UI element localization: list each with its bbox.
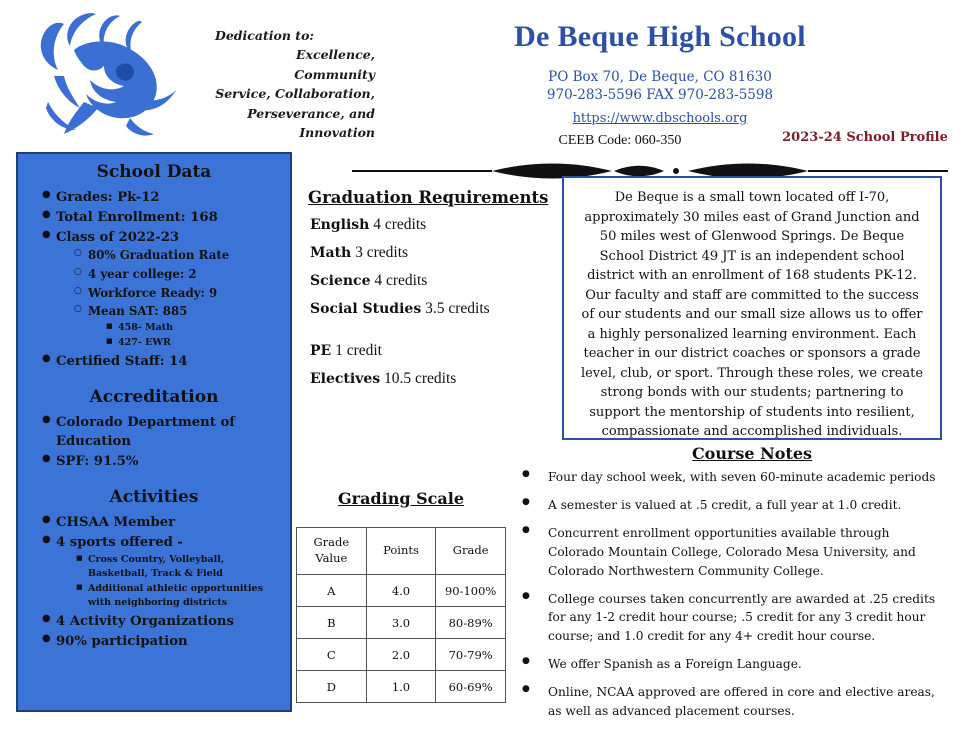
table-row (297, 575, 506, 607)
list-item: ○ Workforce Ready: 9 (74, 285, 284, 303)
column-header: Grade Value (297, 528, 367, 575)
page-title: De Beque High School (514, 20, 806, 53)
dedication-block (215, 26, 375, 142)
activities-list (18, 513, 290, 651)
list-item-label: Class of 2022-23 (56, 230, 180, 246)
grad-subject: Math (310, 245, 352, 261)
grading-scale-table (296, 527, 506, 703)
points-cell: 1.0 (366, 671, 436, 703)
dedication-line-3: Perseverance, and (247, 105, 375, 121)
list-item: ● Colorado Department of Education (42, 413, 284, 451)
list-item: ● Four day school week, with seven 60-minute academic periods (512, 468, 948, 487)
grad-row (310, 370, 550, 388)
table-header-row (297, 528, 506, 575)
accreditation-title: Accreditation (89, 386, 219, 407)
list-item: ● Online, NCAA approved are offered in core and elective areas, as well as advanced placement courses. (512, 683, 948, 721)
grade-range-cell: 60-69% (436, 671, 506, 703)
list-item (42, 533, 284, 610)
list-item: ● Concurrent enrollment opportunities available through Colorado Mountain College, Colorado Mesa University, and Colorado Northwestern Community College. (512, 524, 948, 581)
column-header: Points (366, 528, 436, 575)
dragon-logo (24, 6, 204, 141)
grad-subject: Social Studies (310, 301, 422, 317)
grade-range-cell: 70-79% (436, 639, 506, 671)
grad-subject: English (310, 217, 370, 233)
grad-subject: PE (310, 343, 332, 359)
list-item: ■ 458- Math (106, 321, 284, 335)
dedication-line-4: Innovation (299, 124, 375, 140)
school-description-box (562, 176, 942, 440)
list-item: ■ 427- EWR (106, 336, 284, 350)
list-item: ● 4 Activity Organizations (42, 612, 284, 631)
list-item: ● CHSAA Member (42, 513, 284, 532)
address-block (380, 68, 940, 104)
list-item: ● SPF: 91.5% (42, 452, 284, 471)
graduation-requirements-title: Graduation Requirements (308, 188, 549, 207)
grad-credits: 1 credit (335, 342, 382, 359)
sat-breakdown-list (88, 321, 284, 351)
grad-credits: 3.5 credits (425, 300, 490, 317)
grade-value-cell: A (297, 575, 367, 607)
table-row (297, 671, 506, 703)
grade-range-cell: 90-100% (436, 575, 506, 607)
dedication-line-2: Service, Collaboration, (215, 86, 375, 102)
list-item: ■ Cross Country, Volleyball, Basketball, Track & Field (76, 553, 284, 582)
points-cell: 4.0 (366, 575, 436, 607)
table-row (297, 639, 506, 671)
table-row (297, 607, 506, 639)
school-data-list (18, 188, 290, 371)
points-cell: 2.0 (366, 639, 436, 671)
accreditation-list (18, 413, 290, 471)
list-item: ● Total Enrollment: 168 (42, 208, 284, 227)
grad-subject: Science (310, 273, 371, 289)
list-item (74, 303, 284, 350)
list-item: ○ 4 year college: 2 (74, 266, 284, 284)
grade-value-cell: B (297, 607, 367, 639)
list-item: ● College courses taken concurrently are awarded at .25 credits for any 1-2 credit hour course; .5 credit for any 3 credit hour course; and 1.0 credit for any 4+ credit hour course. (512, 590, 948, 647)
grad-row (310, 244, 550, 262)
course-notes-title: Course Notes (691, 444, 813, 463)
grading-scale-title: Grading Scale (337, 489, 465, 508)
grad-subject: Electives (310, 371, 381, 387)
grad-credits: 3 credits (355, 244, 409, 261)
points-cell: 3.0 (366, 607, 436, 639)
class-sub-list (56, 247, 284, 350)
ceeb-code: CEEB Code: 060-350 (558, 133, 682, 148)
grad-credits: 10.5 credits (384, 370, 457, 387)
activities-title: Activities (109, 487, 199, 508)
grad-row (310, 300, 550, 318)
school-description-text: De Beque is a small town located off I-70, approximately 30 miles east of Grand Junction and 50 miles west of Glenwood Springs. De Beque School District 49 JT is an independent school district with an enrollment of 168 students PK-12. Our faculty and staff are committed to the success of our students and our small size allows us to offer a highly personalized learning environment. Each teacher in our district coaches or sponsors a grade level, club, or sport. Through these roles, we create strong bonds with our students; partnering to support the mentorship of students into resilient, compassionate and accomplished individuals. (580, 190, 924, 439)
website-link[interactable]: https://www.dbschools.org (572, 111, 748, 126)
course-notes-list (512, 468, 948, 730)
list-item (42, 228, 284, 350)
list-item: ● We offer Spanish as a Foreign Language. (512, 655, 948, 674)
list-item: ● Certified Staff: 14 (42, 352, 284, 371)
list-item: ● Grades: Pk-12 (42, 188, 284, 207)
grade-value-cell: C (297, 639, 367, 671)
sports-sub-list (56, 553, 284, 611)
dedication-label: Dedication to: (215, 28, 315, 43)
profile-year: 2023-24 School Profile (782, 130, 948, 145)
school-data-title: School Data (96, 162, 212, 182)
grade-value-cell: D (297, 671, 367, 703)
list-item-label: Mean SAT: 885 (88, 304, 188, 319)
grad-row (310, 342, 550, 360)
graduation-requirements-list (310, 216, 550, 398)
grad-row (310, 216, 550, 234)
spacer (310, 328, 550, 342)
list-item: ● A semester is valued at .5 credit, a full year at 1.0 credit. (512, 496, 948, 515)
grade-range-cell: 80-89% (436, 607, 506, 639)
list-item: ■ Additional athletic opportunities with neighboring districts (76, 582, 284, 611)
grad-credits: 4 credits (374, 272, 428, 289)
grad-credits: 4 credits (373, 216, 427, 233)
address-line-2: 970-283-5596 FAX 970-283-5598 (546, 87, 774, 104)
grad-row (310, 272, 550, 290)
list-item-label: 4 sports offered - (56, 535, 183, 551)
column-header: Grade (436, 528, 506, 575)
left-info-panel (16, 152, 292, 712)
address-line-1: PO Box 70, De Beque, CO 81630 (548, 69, 772, 85)
list-item: ● 90% participation (42, 632, 284, 651)
dedication-line-1: Excellence, Community (294, 47, 375, 82)
list-item: ○ 80% Graduation Rate (74, 247, 284, 265)
